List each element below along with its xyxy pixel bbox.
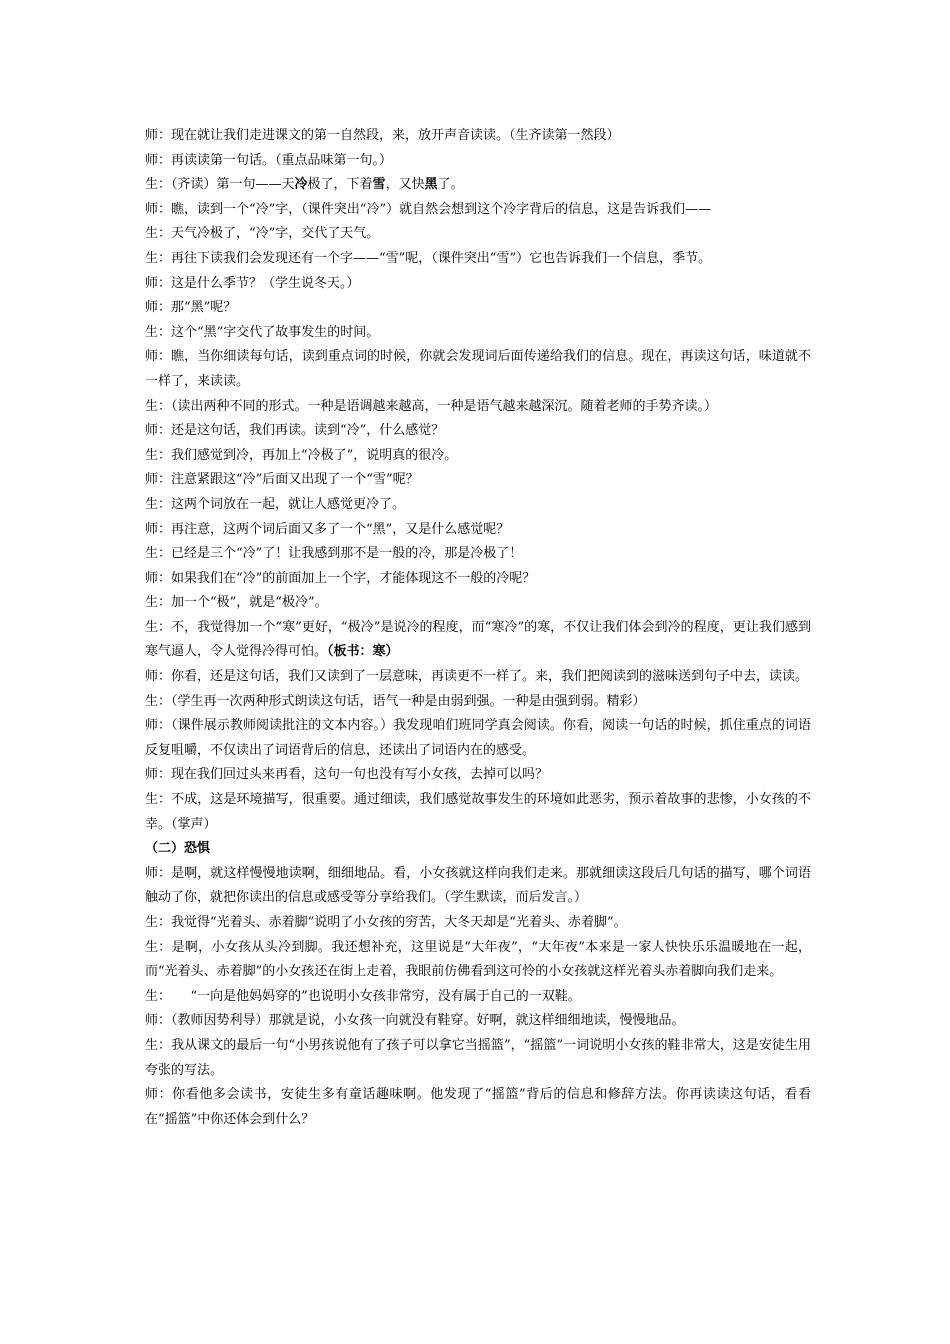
dialogue-paragraph: 师：注意紧跟这“冷”后面又出现了一个“雪”呢？ xyxy=(145,472,419,488)
dialogue-paragraph xyxy=(145,173,811,198)
dialogue-paragraph: 生：我们感觉到冷，再加上“冷极了”，说明真的很冷。 xyxy=(145,447,458,463)
emphasis-text: 雪 xyxy=(372,177,386,193)
dialogue-paragraph: 生：这个“黑”字交代了故事发生的时间。 xyxy=(145,324,380,340)
dialogue-paragraph: 师：再注意，这两个词后面又多了一个“黑”，又是什么感觉呢？ xyxy=(145,521,510,537)
section-heading: （二）恐惧 xyxy=(145,841,211,857)
emphasis-text: （板书：寒） xyxy=(327,644,399,660)
dialogue-paragraph: 师：你看，还是这句话，我们又读到了一层意味，再读更不一样了。来，我们把阅读到的滋味送到句子中去，读读。 xyxy=(145,669,809,685)
dialogue-paragraph: 师：这是什么季节？（学生说冬天。） xyxy=(145,275,360,291)
paragraph-text: 生：（齐读）第一句——天 xyxy=(145,177,295,193)
dialogue-paragraph: 师：那“黑”呢？ xyxy=(145,300,237,316)
dialogue-paragraph: 师：现在就让我们走进课文的第一自然段，来，放开声音读读。（生齐读第一然段） xyxy=(145,128,620,143)
dialogue-paragraph: 生：我从课文的最后一句“小男孩说他有了孩子可以拿它当摇篮”，“摇篮”一词说明小女孩的鞋非常大，这是安徒生用夸张的写法。 xyxy=(145,1037,811,1078)
dialogue-paragraph: 生：（学生再一次两种形式朗读这句话，语气一种是由弱到强。一种是由强到弱。精彩） xyxy=(145,693,646,709)
dialogue-paragraph: 师：（课件展示教师阅读批注的文本内容。）我发现咱们班同学真会阅读。你看，阅读一句话的时候，抓住重点的词语反复咀嚼，不仅读出了词语背后的信息，还读出了词语内在的感受。 xyxy=(145,718,811,758)
dialogue-paragraph: 师：瞧，当你细读每句话，读到重点词的时候，你就会发现词后面传递给我们的信息。现在，再读这句话，味道就不一样了，来读读。 xyxy=(145,349,811,389)
dialogue-paragraph: 师：还是这句话，我们再读。读到“冷”，什么感觉？ xyxy=(145,423,445,439)
emphasis-text: 冷 xyxy=(294,177,308,193)
dialogue-paragraph: 生： “一向是他妈妈穿的”也说明小女孩非常穷，没有属于自己的一双鞋。 xyxy=(145,988,581,1004)
dialogue-paragraph: 生：加一个“极”，就是“极冷”。 xyxy=(145,595,328,611)
dialogue-paragraph: 生：我觉得“光着头、赤着脚”说明了小女孩的穷苦，大冬天却是“光着头、赤着脚”。 xyxy=(145,915,627,930)
dialogue-paragraph: 生：是啊，小女孩从头冷到脚。我还想补充，这里说是“大年夜”，“大年夜”本来是一家人快快乐乐温暖地在一起，而“光着头、赤着脚”的小女孩还在街上走着，我眼前仿佛看到这可怜的小女孩就这样光着头赤着脚向我们走来。 xyxy=(145,939,811,980)
dialogue-paragraph: 师：现在我们回过头来再看，这句一句也没有写小女孩，去掉可以吗？ xyxy=(145,767,549,783)
dialogue-paragraph: 师：如果我们在“冷”的前面加上一个字，才能体现这不一般的冷呢？ xyxy=(145,570,536,586)
paragraph-text: ，又快 xyxy=(385,177,425,193)
dialogue-paragraph: 生：再往下读我们会发现还有一个字——“雪”呢，（课件突出“雪”）它也告诉我们一个信息，季节。 xyxy=(145,250,712,266)
dialogue-paragraph xyxy=(145,616,811,665)
dialogue-paragraph: 生：这两个词放在一起，就让人感觉更冷了。 xyxy=(145,496,406,512)
dialogue-paragraph: 生：不成，这是环境描写，很重要。通过细读，我们感觉故事发生的环境如此恶劣，预示着故事的悲惨，小女孩的不幸。（掌声） xyxy=(145,792,811,832)
dialogue-paragraph: 师：是啊，就这样慢慢地读啊，细细地品。看，小女孩就这样向我们走来。那就细读这段后几句话的描写，哪个词语触动了你，就把你读出的信息或感受等分享给我们。（学生默读，而后发言。） xyxy=(145,865,811,906)
paragraph-text: 生：不，我觉得加一个“寒”更好，“极冷”是说冷的程度，而“寒冷”的寒，不仅让我们体会到冷的程度，更让我们感到寒气逼人，令人觉得冷得可怕。 xyxy=(145,619,811,660)
dialogue-paragraph: 生：已经是三个“冷”了！让我感到那不是一般的冷，那是冷极了！ xyxy=(145,546,523,562)
paragraph-text: 极了，下着 xyxy=(307,177,373,193)
dialogue-paragraph: 生：天气冷极了，“冷”字，交代了天气。 xyxy=(145,226,380,242)
document-body xyxy=(145,124,811,1132)
dialogue-paragraph: 师：瞧，读到一个“冷”字，（课件突出“冷”）就自然会想到这个冷字背后的信息，这是告诉我们—— xyxy=(145,201,712,217)
dialogue-paragraph: 师：（教师因势利导）那就是说，小女孩一向就没有鞋穿。好啊，就这样细细地读，慢慢地品。 xyxy=(145,1013,685,1029)
dialogue-paragraph: 师：你看他多会读书，安徒生多有童话趣味啊。他发现了“摇篮”背后的信息和修辞方法。你再读读这句话，看看在“摇篮”中你还体会到什么？ xyxy=(145,1087,811,1127)
dialogue-paragraph: 生：（读出两种不同的形式。一种是语调越来越高，一种是语气越来越深沉。随着老师的手势齐读。） xyxy=(145,398,718,414)
emphasis-text: 黑 xyxy=(424,177,438,193)
dialogue-paragraph: 师：再读读第一句话。（重点品味第一句。） xyxy=(145,152,393,168)
paragraph-text: 了。 xyxy=(437,177,464,193)
